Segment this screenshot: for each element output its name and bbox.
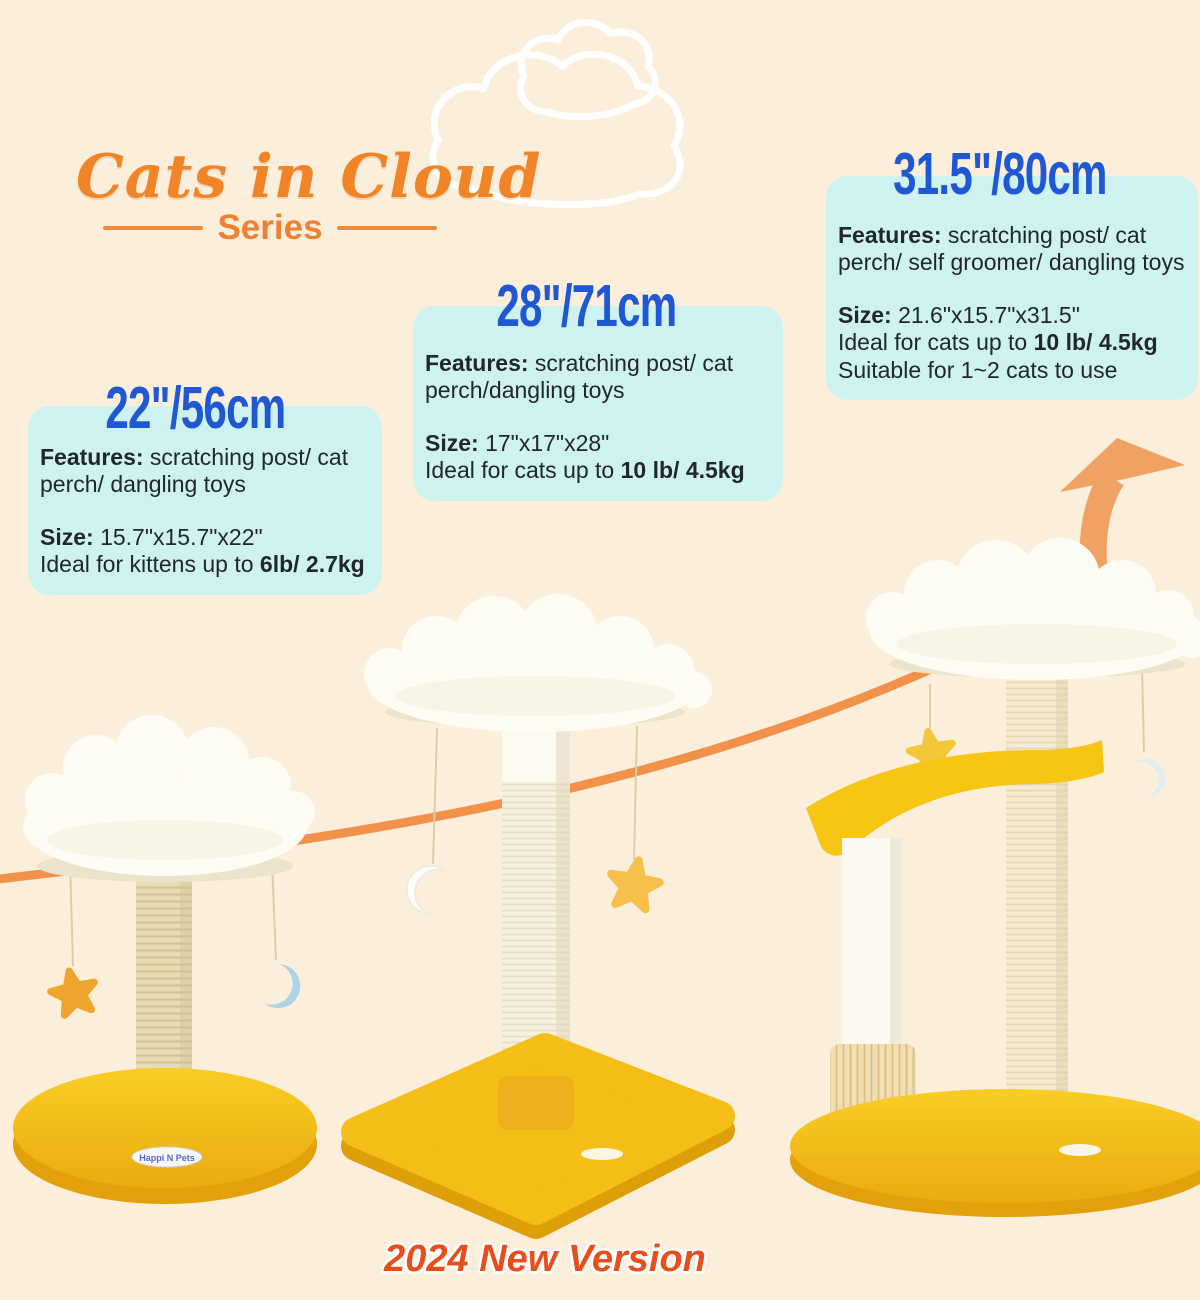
features-value: scratching post/ cat perch/ dangling toys (40, 444, 349, 498)
product-height-31in: 31.5"/80cm (893, 140, 1107, 207)
moon-toy (1134, 754, 1170, 798)
toy-string (433, 728, 437, 864)
features-label: Features: (838, 222, 942, 248)
size-value: 17"x17"x28" (478, 430, 610, 457)
series-label: Series (217, 208, 323, 247)
features-value: scratching post/ cat perch/dangling toys (425, 350, 734, 404)
size-label: Size: (425, 430, 479, 457)
series-rule-right (337, 226, 437, 230)
product-height-28in: 28"/71cm (495, 272, 677, 339)
series-rule-left (103, 226, 203, 230)
brand-badge (132, 1147, 202, 1167)
page-title: Cats in Cloud (76, 142, 542, 213)
toy-string (1142, 666, 1144, 752)
moon-toy (400, 859, 446, 915)
size-line (40, 524, 370, 551)
features-text (40, 444, 370, 498)
size-line (838, 302, 1186, 329)
toy-string (272, 862, 276, 960)
toy-string (70, 862, 73, 966)
features-text (425, 350, 771, 404)
brand-badge (581, 1148, 623, 1160)
ideal-line: Ideal for cats up to 10 lb/ 4.5kg (425, 457, 745, 484)
ideal-line: Ideal for kittens up to 6lb/ 2.7kg (40, 551, 365, 578)
features-value: scratching post/ cat perch/ self groomer/ dangling toys (838, 222, 1185, 276)
star-toy (606, 856, 663, 911)
cloud-perch (23, 715, 315, 882)
size-value: 21.6"x15.7"x31.5" (891, 302, 1080, 329)
base-plush (790, 1089, 1200, 1203)
cat-tree-small (13, 715, 317, 1204)
toy-string (634, 726, 637, 860)
size-text (40, 524, 370, 578)
size-value: 15.7"x15.7"x22" (93, 524, 263, 551)
ideal-line: Ideal for cats up to 10 lb/ 4.5kg (838, 329, 1158, 356)
groomer-post-shading (890, 838, 902, 1050)
brand-badge (1059, 1144, 1101, 1156)
features-label: Features: (425, 350, 529, 376)
product-card-31in (826, 176, 1198, 400)
cloud-perch (866, 538, 1200, 680)
size-text (425, 430, 771, 484)
base-plush (13, 1068, 317, 1188)
footer-version-label: 2024 New Version (384, 1238, 706, 1280)
features-text (838, 222, 1186, 276)
cloud-perch (364, 594, 712, 732)
product-height-22in: 22"/56cm (104, 374, 286, 441)
cat-tree-large (790, 538, 1200, 1217)
series-subtitle (103, 210, 437, 245)
features-label: Features: (40, 444, 144, 470)
star-toy (47, 966, 99, 1017)
suitable-line: Suitable for 1~2 cats to use (838, 356, 1118, 383)
post-shading (1056, 655, 1068, 1165)
size-text (838, 302, 1186, 383)
size-label: Size: (40, 524, 94, 551)
size-line (425, 430, 771, 457)
size-label: Size: (838, 302, 892, 329)
cat-tree-medium (356, 594, 720, 1224)
post-bottom-wrap (498, 1076, 574, 1130)
moon-toy (264, 963, 306, 1014)
brand-badge-text: Happi N Pets (139, 1153, 195, 1163)
decor-cloud-outline-small (520, 23, 655, 117)
